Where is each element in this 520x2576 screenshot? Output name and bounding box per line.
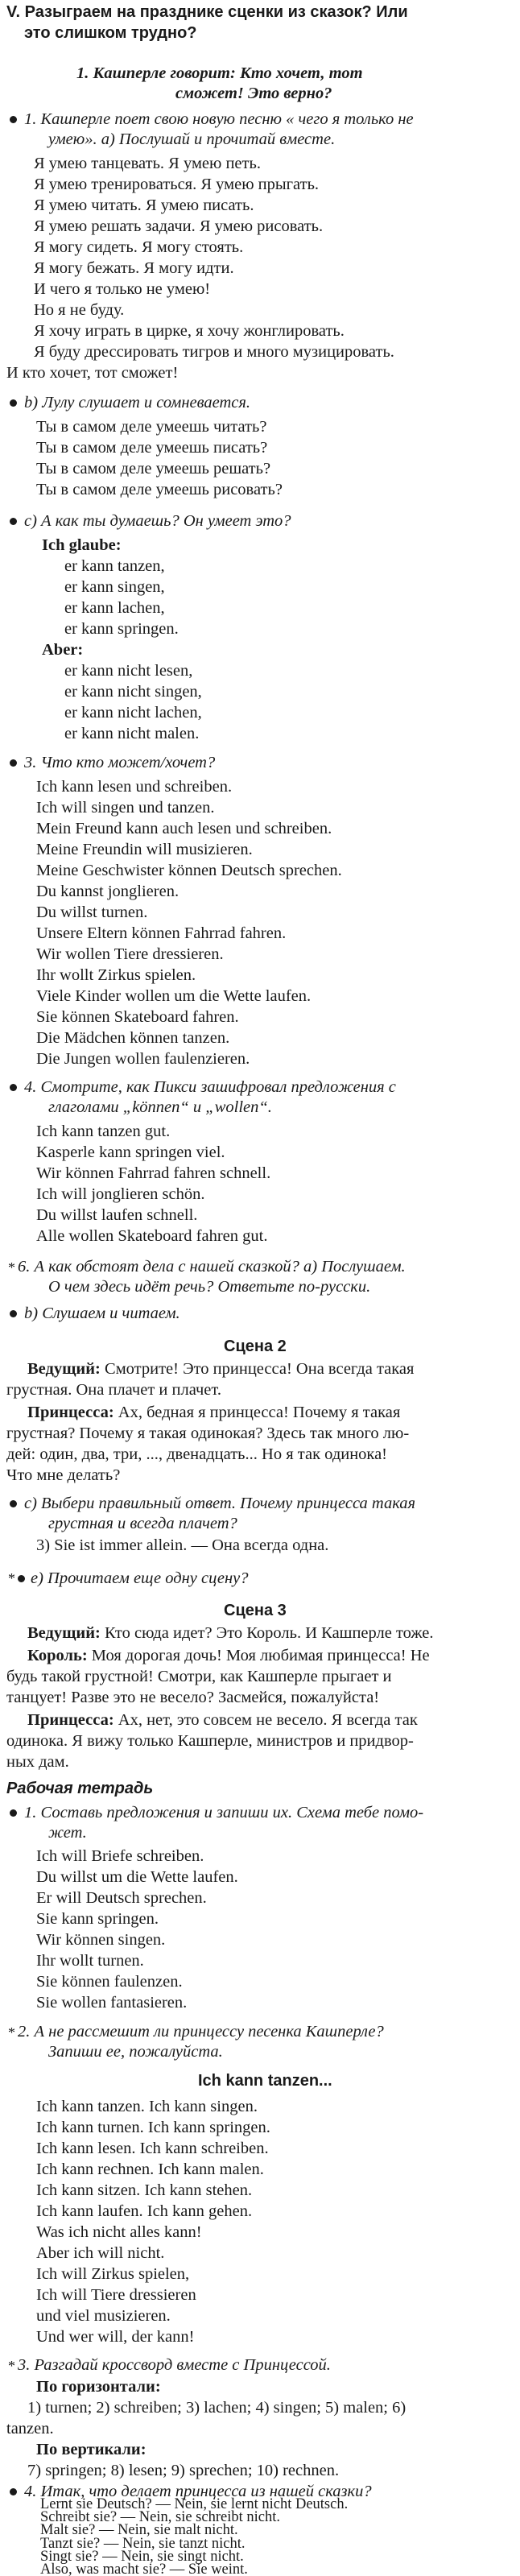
dialogue-line <box>27 1402 400 1423</box>
answer-line: Alle wollen Skateboard fahren gut. <box>36 1227 268 1245</box>
song-line: Und wer will, der kann! <box>36 2328 195 2346</box>
speech-text: Кто сюда идет? Это Король. И Кашперле тоже. <box>105 1624 434 1642</box>
answer-line: Ich will singen und tanzen. <box>36 799 215 817</box>
song-line: Ich kann rechnen. Ich kann malen. <box>36 2160 264 2178</box>
exercise-instruction: c) А как ты думаешь? Он умеет это? <box>24 512 291 530</box>
crossword-answers: 1) turnen; 2) schreiben; 3) lachen; 4) singen; 5) malen; 6) <box>27 2399 407 2417</box>
dialogue-line: дей: один, два, три, ..., двенадцать... Но я так одинока! <box>6 1445 388 1463</box>
answer-line: Die Jungen wollen faulenzieren. <box>36 1050 250 1068</box>
answer-line: Ich will Briefe schreiben. <box>36 1847 204 1865</box>
poem-line: Я могу сидеть. Я могу стоять. <box>34 238 244 256</box>
poem-line: Я могу бежать. Я могу идти. <box>34 259 234 277</box>
poem-line: Я умею решать задачи. Я умею рисовать. <box>34 217 324 235</box>
answer-line: er kann nicht lachen, <box>64 704 202 722</box>
answer-line: Du willst laufen schnell. <box>36 1206 198 1224</box>
answer-line: er kann singen, <box>64 578 165 596</box>
exercise-instruction: 3. Разгадай кроссворд вместе с Принцессой. <box>18 2356 331 2374</box>
bullet-icon <box>10 1809 17 1817</box>
workbook-heading: Рабочая тетрадь <box>6 1780 154 1797</box>
poem-line: Но я не буду. <box>34 301 125 319</box>
poem-line: И кто хочет, тот сможет! <box>6 364 179 382</box>
bullet-icon <box>10 518 17 525</box>
dialogue-line: одинока. Я вижу только Кашперле, министров и придвор- <box>6 1732 414 1750</box>
answer-line: Singt sie? — Nein, sie singt nicht. <box>40 2548 244 2565</box>
answer-line: Sie wollen fantasieren. <box>36 1994 188 2012</box>
answer-line: 3) Sie ist immer allein. — Она всегда одна. <box>36 1536 329 1554</box>
crossword-label: По горизонтали: <box>36 2378 161 2396</box>
song-line: Ich kann tanzen. Ich kann singen. <box>36 2098 258 2115</box>
bullet-icon <box>10 2488 17 2495</box>
optional-marker: * <box>8 2024 15 2041</box>
song-line: Ich kann turnen. Ich kann springen. <box>36 2119 270 2136</box>
poem-line: Я умею читать. Я умею писать. <box>34 196 254 214</box>
exercise-instruction: e) Прочитаем еще одну сцену? <box>31 1569 249 1587</box>
poem-line: И чего я только не умею! <box>34 280 211 298</box>
answer-line: Sie können Skateboard fahren. <box>36 1008 239 1026</box>
speech-text: Смотрите! Это принцесса! Она всегда такая <box>105 1360 415 1378</box>
poem-line: Я умею танцевать. Я умею петь. <box>34 155 261 172</box>
answer-line: Ich kann lesen und schreiben. <box>36 778 233 796</box>
answer-line: Schreibt sie? — Nein, sie schreibt nicht. <box>40 2509 280 2526</box>
answer-line: Kasperle kann springen viel. <box>36 1143 225 1161</box>
bullet-icon <box>10 116 17 123</box>
answer-line: er kann nicht singen, <box>64 683 202 701</box>
scene-title: Сцена 3 <box>224 1602 287 1619</box>
answer-line: Er will Deutsch sprechen. <box>36 1889 207 1907</box>
dialogue-line <box>27 1623 434 1644</box>
speaker-name: Король: <box>27 1647 88 1664</box>
speech-text: Ах, нет, это совсем не весело. Я всегда так <box>118 1711 418 1729</box>
exercise-instruction: глаголами „können“ и „wollen“. <box>48 1098 272 1116</box>
answer-line: er kann tanzen, <box>64 557 165 575</box>
dialogue-line <box>27 1645 430 1666</box>
dialogue-line <box>27 1710 418 1730</box>
answer-line: Du willst um die Wette laufen. <box>36 1868 238 1886</box>
exercise-instruction: 4. Итак, что делает принцесса из нашей сказки? <box>24 2483 372 2500</box>
answer-line: er kann lachen, <box>64 599 165 617</box>
exercise-instruction: 1. Кашперле поет свою новую песню « чего я только не <box>24 110 414 128</box>
task-title: сможет! Это верно? <box>175 85 332 102</box>
exercise-instruction: b) Слушаем и читаем. <box>24 1305 180 1322</box>
answer-line: Unsere Eltern können Fahrrad fahren. <box>36 924 287 942</box>
dialogue-line: Что мне делать? <box>6 1466 121 1484</box>
crossword-answers: 7) springen; 8) lesen; 9) sprechen; 10) rechnen. <box>27 2462 340 2479</box>
answer-line: Sie können faulenzen. <box>36 1973 183 1991</box>
answer-line: Also, was macht sie? — Sie weint. <box>40 2562 248 2576</box>
song-line: Ich kann laufen. Ich kann gehen. <box>36 2202 253 2220</box>
answer-line: Ihr wollt turnen. <box>36 1952 144 1970</box>
answer-line: er kann nicht lesen, <box>64 662 193 680</box>
poem-line: Я умею тренироваться. Я умею прыгать. <box>34 176 320 193</box>
exercise-instruction: Запиши ее, пожалуйста. <box>48 2043 223 2061</box>
song-line: Was ich nicht alles kann! <box>36 2223 202 2241</box>
exercise-instruction: жет. <box>48 1824 87 1842</box>
bullet-icon <box>10 1310 17 1317</box>
question-line: Ты в самом деле умеешь читать? <box>36 418 267 436</box>
question-line: Ты в самом деле умеешь рисовать? <box>36 481 283 498</box>
section-heading: V. Разыграем на празднике сценки из сказок? Или <box>6 3 408 21</box>
bullet-icon <box>10 1500 17 1507</box>
answer-label: Aber: <box>42 641 84 659</box>
exercise-instruction: умею». а) Послушай и прочитай вместе. <box>48 130 336 148</box>
answer-line: Wir wollen Tiere dressieren. <box>36 945 224 963</box>
answer-line: Malt sie? — Nein, sie malt nicht. <box>40 2522 238 2539</box>
bullet-icon <box>18 1575 25 1582</box>
answer-line: Wir können singen. <box>36 1931 166 1949</box>
answer-line: Lernt sie Deutsch? — Nein, sie lernt nicht Deutsch. <box>40 2496 349 2512</box>
dialogue-line: будь такой грустной! Смотри, как Кашперле прыгает и <box>6 1668 392 1685</box>
answer-line: Tanzt sie? — Nein, sie tanzt nicht. <box>40 2535 246 2552</box>
song-title: Ich kann tanzen... <box>198 2072 332 2090</box>
speech-text: Моя дорогая дочь! Моя любимая принцесса! Не <box>91 1647 430 1664</box>
scene-title: Сцена 2 <box>224 1338 287 1355</box>
song-line: Ich will Tiere dressieren <box>36 2286 196 2304</box>
crossword-label: По вертикали: <box>36 2441 147 2458</box>
song-line: und viel musizieren. <box>36 2307 171 2325</box>
question-line: Ты в самом деле умеешь решать? <box>36 460 271 478</box>
crossword-answers: tanzen. <box>6 2420 54 2437</box>
poem-line: Я хочу играть в цирке, я хочу жонглировать. <box>34 322 345 340</box>
bullet-icon <box>10 1084 17 1091</box>
answer-line: Viele Kinder wollen um die Wette laufen. <box>36 987 312 1005</box>
song-line: Ich will Zirkus spielen, <box>36 2265 190 2283</box>
answer-label: Ich glaube: <box>42 536 122 554</box>
answer-line: Ich kann tanzen gut. <box>36 1123 171 1140</box>
answer-line: er kann nicht malen. <box>64 725 200 742</box>
answer-line: Du kannst jonglieren. <box>36 883 180 900</box>
exercise-instruction: 6. А как обстоят дела с нашей сказкой? а) Послушаем. <box>18 1258 406 1276</box>
answer-line: Sie kann springen. <box>36 1910 159 1928</box>
speaker-name: Принцесса: <box>27 1404 114 1421</box>
dialogue-line: ных дам. <box>6 1753 69 1771</box>
answer-line: er kann springen. <box>64 620 179 638</box>
speech-text: Ах, бедная я принцесса! Почему я такая <box>118 1404 401 1421</box>
dialogue-line: танцует! Разве это не весело? Засмейся, пожалуйста! <box>6 1689 380 1706</box>
exercise-instruction: 4. Смотрите, как Пикси зашифровал предложения с <box>24 1078 396 1096</box>
exercise-instruction: b) Лулу слушает и сомневается. <box>24 394 251 411</box>
optional-marker: * <box>8 1259 15 1276</box>
answer-line: Ihr wollt Zirkus spielen. <box>36 966 196 984</box>
question-line: Ты в самом деле умеешь писать? <box>36 439 268 457</box>
exercise-instruction: О чем здесь идёт речь? Ответьте по-русски. <box>48 1278 371 1296</box>
answer-line: Wir können Fahrrad fahren schnell. <box>36 1164 271 1182</box>
bullet-icon <box>10 759 17 767</box>
dialogue-line: грустная. Она плачет и плачет. <box>6 1381 221 1399</box>
exercise-instruction: 2. А не рассмешит ли принцессу песенка Кашперле? <box>18 2023 384 2041</box>
exercise-instruction: 3. Что кто может/хочет? <box>24 754 216 771</box>
song-line: Ich kann lesen. Ich kann schreiben. <box>36 2140 269 2157</box>
answer-line: Du willst turnen. <box>36 903 148 921</box>
answer-line: Meine Freundin will musizieren. <box>36 841 253 858</box>
poem-line: Я буду дрессировать тигров и много музицировать. <box>34 343 394 361</box>
song-line: Ich kann sitzen. Ich kann stehen. <box>36 2181 253 2199</box>
dialogue-line: грустная? Почему я такая одинокая? Здесь так много лю- <box>6 1424 410 1442</box>
speaker-name: Ведущий: <box>27 1624 101 1642</box>
optional-marker: * <box>8 2358 15 2374</box>
exercise-instruction: грустная и всегда плачет? <box>48 1515 237 1532</box>
speaker-name: Ведущий: <box>27 1360 101 1378</box>
exercise-instruction: 1. Составь предложения и запиши их. Схема тебе помо- <box>24 1804 424 1821</box>
answer-line: Mein Freund kann auch lesen und schreiben. <box>36 820 332 837</box>
task-title: 1. Кашперле говорит: Кто хочет, тот <box>76 64 363 82</box>
optional-marker: * <box>8 1570 15 1586</box>
answer-line: Meine Geschwister können Deutsch sprechen. <box>36 862 342 879</box>
section-heading: это слишком трудно? <box>24 24 197 42</box>
answer-line: Die Mädchen können tanzen. <box>36 1029 230 1047</box>
bullet-icon <box>10 399 17 407</box>
dialogue-line <box>27 1358 414 1379</box>
exercise-instruction: c) Выбери правильный ответ. Почему принцесса такая <box>24 1495 416 1512</box>
speaker-name: Принцесса: <box>27 1711 114 1729</box>
song-line: Aber ich will nicht. <box>36 2244 165 2262</box>
answer-line: Ich will jonglieren schön. <box>36 1185 205 1203</box>
